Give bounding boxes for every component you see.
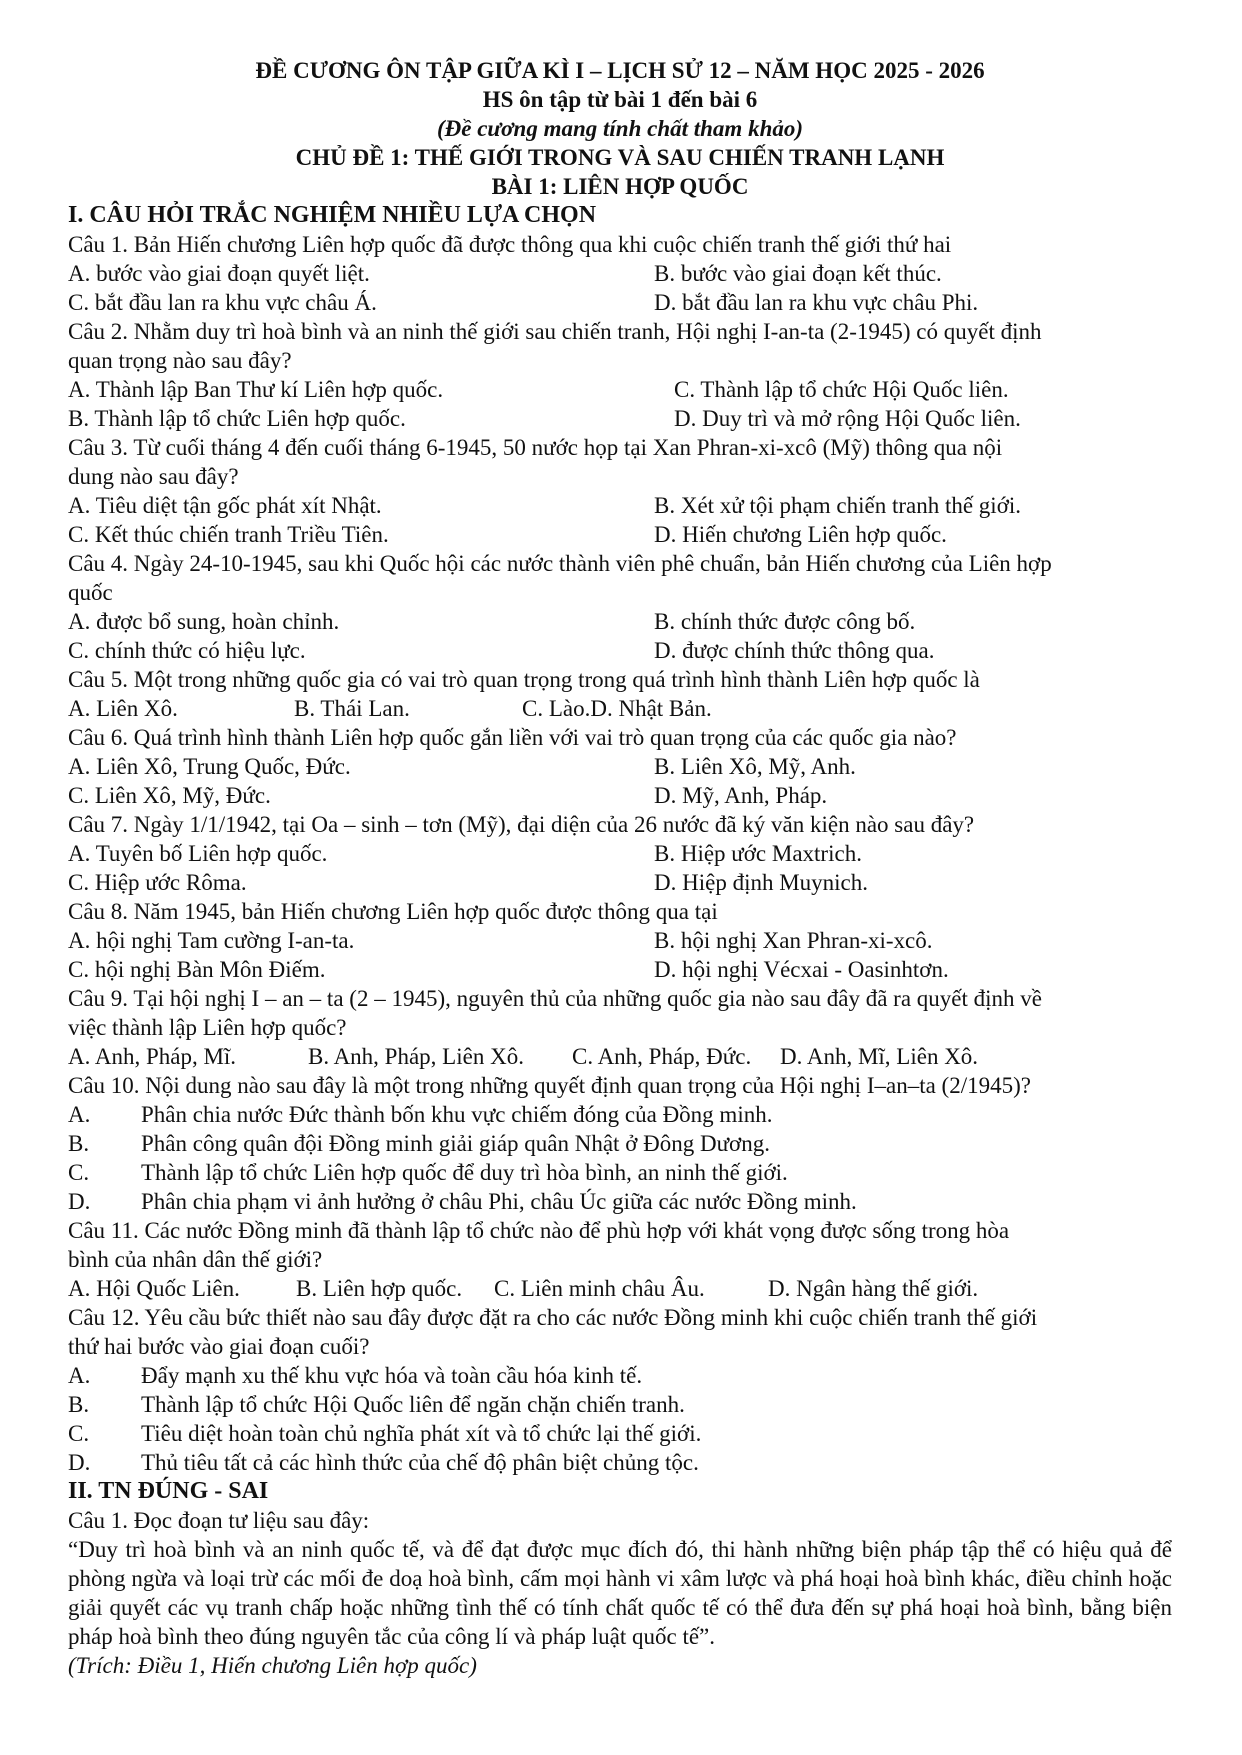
option-c: C. bắt đầu lan ra khu vực châu Á. [68, 290, 377, 315]
option-c: C. hội nghị Bàn Môn Điếm. [68, 957, 326, 982]
option-d: D. Duy trì và mở rộng Hội Quốc liên. [674, 406, 1021, 431]
question-3-line-1: Câu 3. Từ cuối tháng 4 đến cuối tháng 6-1945, 50 nước họp tại Xan Phran-xi-xcô (Mỹ) thông qua nội [68, 435, 1003, 460]
question-4-options-ab [68, 607, 1172, 636]
question-3-line-2: dung nào sau đây? [68, 464, 239, 489]
option-text: Thành lập tổ chức Hội Quốc liên để ngăn chặn chiến tranh. [141, 1392, 685, 1417]
option-text: Đẩy mạnh xu thế khu vực hóa và toàn cầu hóa kinh tế. [141, 1363, 643, 1388]
section-1-heading: I. CÂU HỎI TRẮC NGHIỆM NHIỀU LỰA CHỌN [68, 202, 597, 228]
question-10: Câu 10. Nội dung nào sau đây là một trong những quyết định quan trọng của Hội nghị I–an–ta (2/1945)? [68, 1073, 1031, 1098]
option-c: C. Liên minh châu Âu. [494, 1276, 705, 1301]
option-b: B. Xét xử tội phạm chiến tranh thế giới. [654, 493, 1022, 518]
option-d: D. Hiệp định Muynich. [654, 870, 869, 895]
option-key: A. [68, 1363, 91, 1388]
option-c: C. Anh, Pháp, Đức. [572, 1044, 752, 1069]
option-c [68, 1419, 1172, 1448]
question-1: Câu 1. Bản Hiến chương Liên hợp quốc đã được thông qua khi cuộc chiến tranh thế giới thứ hai [68, 232, 952, 257]
option-text: Phân chia nước Đức thành bốn khu vực chiếm đóng của Đồng minh. [141, 1102, 773, 1127]
question-5: Câu 5. Một trong những quốc gia có vai trò quan trọng trong quá trình hình thành Liên hợp quốc là [68, 667, 980, 692]
question-2-options-bd [68, 404, 1172, 433]
option-c [68, 1158, 1172, 1187]
topic-heading: CHỦ ĐỀ 1: THẾ GIỚI TRONG VÀ SAU CHIẾN TRANH LẠNH [295, 145, 945, 170]
option-key: B. [68, 1392, 90, 1417]
option-key: C. [68, 1421, 90, 1446]
option-key: D. [68, 1189, 91, 1214]
option-b: B. hội nghị Xan Phran-xi-xcô. [654, 928, 933, 953]
option-text: Thủ tiêu tất cả các hình thức của chế độ phân biệt chủng tộc. [141, 1450, 699, 1475]
option-text: Thành lập tổ chức Liên hợp quốc để duy trì hòa bình, an ninh thế giới. [141, 1160, 788, 1185]
option-key: C. [68, 1160, 90, 1185]
option-d [68, 1187, 1172, 1216]
option-b: B. Thành lập tổ chức Liên hợp quốc. [68, 406, 406, 431]
option-b: B. bước vào giai đoạn kết thúc. [654, 261, 942, 286]
question-9-line-1: Câu 9. Tại hội nghị I – an – ta (2 – 1945), nguyên thủ của những quốc gia nào sau đây đã ra quyết định về [68, 986, 1042, 1011]
option-cd: C. Lào.D. Nhật Bản. [522, 696, 712, 721]
option-b: B. chính thức được công bố. [654, 609, 916, 634]
question-2-options-ac [68, 375, 1172, 404]
question-3-options-cd [68, 520, 1172, 549]
question-9-line-2: việc thành lập Liên hợp quốc? [68, 1015, 347, 1040]
option-a: A. Thành lập Ban Thư kí Liên hợp quốc. [68, 377, 444, 402]
option-text: Tiêu diệt hoàn toàn chủ nghĩa phát xít và tổ chức lại thế giới. [141, 1421, 702, 1446]
option-d: D. được chính thức thông qua. [654, 638, 935, 663]
option-a: A. Hội Quốc Liên. [68, 1276, 240, 1301]
question-4-line-2: quốc [68, 580, 113, 605]
question-9-options [68, 1042, 1172, 1071]
option-text: Phân công quân đội Đồng minh giải giáp quân Nhật ở Đông Dương. [141, 1131, 770, 1156]
question-12-line-1: Câu 12. Yêu cầu bức thiết nào sau đây được đặt ra cho các nước Đồng minh khi cuộc chiến tranh thế giới [68, 1305, 1038, 1330]
option-b [68, 1129, 1172, 1158]
option-c: C. Hiệp ước Rôma. [68, 870, 247, 895]
option-a: A. Anh, Pháp, Mĩ. [68, 1044, 237, 1069]
option-b [68, 1390, 1172, 1419]
option-d [68, 1448, 1172, 1477]
option-a: A. Tuyên bố Liên hợp quốc. [68, 841, 328, 866]
question-2-line-2: quan trọng nào sau đây? [68, 348, 292, 373]
option-d: D. Ngân hàng thế giới. [768, 1276, 979, 1301]
option-c: C. chính thức có hiệu lực. [68, 638, 306, 663]
quote-citation: (Trích: Điều 1, Hiến chương Liên hợp quốc) [68, 1653, 477, 1678]
question-6: Câu 6. Quá trình hình thành Liên hợp quốc gắn liền với vai trò quan trọng của các quốc gia nào? [68, 725, 957, 750]
option-b: B. Anh, Pháp, Liên Xô. [308, 1044, 524, 1069]
section-2-heading: II. TN ĐÚNG - SAI [68, 1478, 269, 1504]
option-a: A. Tiêu diệt tận gốc phát xít Nhật. [68, 493, 382, 518]
option-d: D. Mỹ, Anh, Pháp. [654, 783, 828, 808]
question-2-line-1: Câu 2. Nhằm duy trì hoà bình và an ninh thế giới sau chiến tranh, Hội nghị I-an-ta (2-1945) có quyết định [68, 319, 1042, 344]
option-b: B. Thái Lan. [294, 696, 410, 721]
option-text: Phân chia phạm vi ảnh hưởng ở châu Phi, châu Úc giữa các nước Đồng minh. [141, 1189, 857, 1214]
lesson-heading: BÀI 1: LIÊN HỢP QUỐC [491, 174, 749, 199]
option-d: D. hội nghị Vécxai - Oasinhtơn. [654, 957, 949, 982]
true-false-question-1: Câu 1. Đọc đoạn tư liệu sau đây: [68, 1508, 370, 1533]
question-8: Câu 8. Năm 1945, bản Hiến chương Liên hợp quốc được thông qua tại [68, 899, 718, 924]
question-6-options-ab [68, 752, 1172, 781]
option-b: B. Hiệp ước Maxtrich. [654, 841, 862, 866]
question-7: Câu 7. Ngày 1/1/1942, tại Oa – sinh – tơn (Mỹ), đại diện của 26 nước đã ký văn kiện nào sau đây? [68, 812, 975, 837]
question-1-options-cd [68, 288, 1172, 317]
option-c: C. Liên Xô, Mỹ, Đức. [68, 783, 271, 808]
question-1-options-ab [68, 259, 1172, 288]
option-c: C. Thành lập tổ chức Hội Quốc liên. [674, 377, 1009, 402]
option-d: D. Hiến chương Liên hợp quốc. [654, 522, 947, 547]
question-11-line-1: Câu 11. Các nước Đồng minh đã thành lập tổ chức nào để phù hợp với khát vọng được sống trong hòa [68, 1218, 1010, 1243]
option-d: D. bắt đầu lan ra khu vực châu Phi. [654, 290, 979, 315]
question-8-options-ab [68, 926, 1172, 955]
document-title: ĐỀ CƯƠNG ÔN TẬP GIỮA KÌ I – LỊCH SỬ 12 – NĂM HỌC 2025 - 2026 [255, 58, 985, 83]
option-key: D. [68, 1450, 91, 1475]
option-b: B. Liên hợp quốc. [296, 1276, 463, 1301]
option-a [68, 1100, 1172, 1129]
option-c: C. Kết thúc chiến tranh Triều Tiên. [68, 522, 389, 547]
question-12-line-2: thứ hai bước vào giai đoạn cuối? [68, 1334, 370, 1359]
question-4-line-1: Câu 4. Ngày 24-10-1945, sau khi Quốc hội các nước thành viên phê chuẩn, bản Hiến chương của Liên hợp [68, 551, 1052, 576]
option-a: A. Liên Xô, Trung Quốc, Đức. [68, 754, 351, 779]
document-note: (Đề cương mang tính chất tham khảo) [436, 116, 804, 141]
question-11-options [68, 1274, 1172, 1303]
question-6-options-cd [68, 781, 1172, 810]
question-8-options-cd [68, 955, 1172, 984]
document-scope: HS ôn tập từ bài 1 đến bài 6 [482, 87, 758, 112]
option-a [68, 1361, 1172, 1390]
option-b: B. Liên Xô, Mỹ, Anh. [654, 754, 856, 779]
question-3-options-ab [68, 491, 1172, 520]
option-key: A. [68, 1102, 91, 1127]
option-key: B. [68, 1131, 90, 1156]
option-a: A. Liên Xô. [68, 696, 178, 721]
option-d: D. Anh, Mĩ, Liên Xô. [780, 1044, 979, 1069]
question-11-line-2: bình của nhân dân thế giới? [68, 1247, 323, 1272]
question-7-options-ab [68, 839, 1172, 868]
source-quote: “Duy trì hoà bình và an ninh quốc tế, và để đạt được mục đích đó, thi hành những biện pháp tập thể có hiệu quả để phòng ngừa và loại trừ các mối đe doạ hoà bình, cấm mọi hành vi xâm lược và phá hoại hoà bình khác, điều chỉnh hoặc giải quyết các vụ tranh chấp hoặc những tình thế có tính chất quốc tế có thể đưa đến sự phá hoại hoà bình, bằng biện pháp hoà bình theo đúng nguyên tắc của công lí và pháp luật quốc tế”. [68, 1537, 1172, 1649]
question-7-options-cd [68, 868, 1172, 897]
option-a: A. bước vào giai đoạn quyết liệt. [68, 261, 370, 286]
option-a: A. hội nghị Tam cường I-an-ta. [68, 928, 355, 953]
question-4-options-cd [68, 636, 1172, 665]
option-a: A. được bổ sung, hoàn chỉnh. [68, 609, 340, 634]
question-5-options [68, 694, 1172, 723]
